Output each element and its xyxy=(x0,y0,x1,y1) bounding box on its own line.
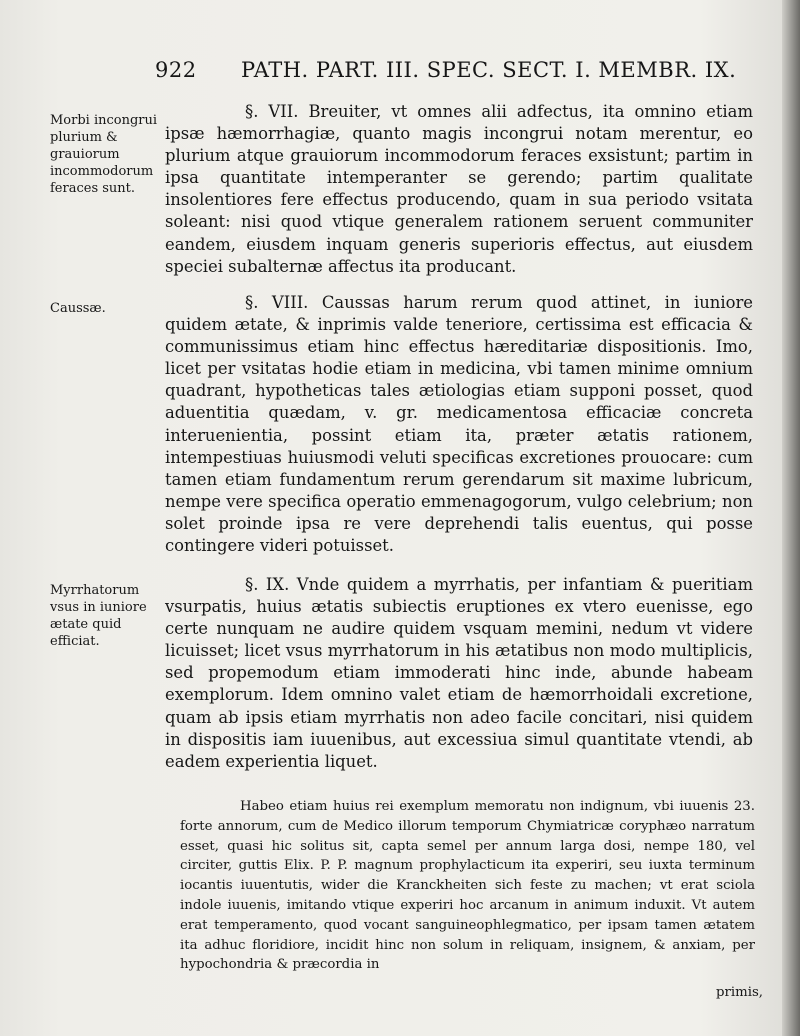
margin-note-myrrhatorum: Myrrhatorum vsus in iuniore ætate quid efficiat. xyxy=(50,583,147,649)
catchword: primis, xyxy=(716,985,764,1000)
page-edge-shadow xyxy=(782,0,800,1036)
section-vii-text: §. VII. Breuiter, vt omnes alii adfectus, ita omnino etiam ipsæ hæmorrhagiæ, quanto magis incongrui notam merentur, eo plurium atque grauiorum incommodorum feraces exsistunt; partim in ipsa quantitate intemperanter se gerendo; partim qualitate insolentiores fere effectus producendo, quam in sua periodo vsitata soleant: nisi quod vtique generalem rationem seruent communiter eandem, eiusdem inquam generis superioris effectus, aut eiusdem speciei subalternæ affectus ita producant. xyxy=(165,102,753,276)
running-header xyxy=(155,58,737,82)
section-ix-text: §. IX. Vnde quidem a myrrhatis, per infantiam & pueritiam vsurpatis, huius ætatis subiectis eruptiones ex vtero euenisse, ego certe nunquam ne audire quidem vsquam memini, nedum vt videre licuisset; licet vsus myrrhatorum in his ætatibus non modo multiplicis, sed propemodum etiam immoderati hinc inde, abunde habeam exemplorum. Idem omnino valet etiam de hæmorrhoidali excretione, quam ab ipsis etiam myrrhatis non adeo facile concitari, nisi quidem in dispositis iam iuuenibus, aut excessiua simul quantitate vtendi, ab eadem experientia liquet. xyxy=(165,575,753,771)
section-viii xyxy=(165,292,753,557)
section-viii-text: §. VIII. Caussas harum rerum quod attinet, in iuniore quidem ætate, & inprimis valde teneriore, certissima est efficacia & communissimus etiam hinc effectus hæreditariæ dispositionis. Imo, licet per vsitatas hodie etiam in medicina, vbi tamen minime omnium quadrant, hypotheticas tales ætiologias etiam supponi posset, quod aduentitia quædam, v. gr. medicamentosa efficaciæ concreta interuenientia, possint etiam ita, præter ætatis rationem, intempestiuas huiusmodi veluti specificas excretiones prouocare: cum tamen etiam fundamentum rerum gerendarum sit maxime lubricum, nempe vere specifica operatio emmenagogorum, vulgo celebrium; non solet proinde ipsa re vere deprehendi talis euentus, qui posse contingere videri potuisset. xyxy=(165,293,753,556)
running-title: PATH. PART. III. SPEC. SECT. I. MEMBR. IX. xyxy=(241,58,737,82)
footnote-text: Habeo etiam huius rei exemplum memoratu non indignum, vbi iuuenis 23. forte annorum, cum de Medico illorum temporum Chymiatricæ coryphæo narratum esset, quasi hic solitus sit, capta semel per annum larga dosi, nempe 180, vel circiter, guttis Elix. P. P. magnum prophylacticum ita experiri, seu iuxta terminum iocantis iuuentutis, wider die Kranckheiten sich feste zu machen; vt erat sciola indole iuuenis, imitando vtique experiri hoc arcanum in animum induxit. Vt autem erat temperamento, quod vocant sanguineophlegmatico, per ipsam tamen ætatem ita adhuc floridiore, incidit hinc non solum in reliquam, insignem, & anxiam, per hypochondria & præcordia in xyxy=(180,799,755,973)
section-vii xyxy=(165,101,753,278)
page-number: 922 xyxy=(155,58,197,82)
section-ix xyxy=(165,574,753,773)
margin-note-caussae: Caussæ. xyxy=(50,301,106,316)
footnote xyxy=(180,797,755,975)
margin-note-morbi: Morbi incongrui plurium & grauiorum incommodorum feraces sunt. xyxy=(50,113,158,196)
